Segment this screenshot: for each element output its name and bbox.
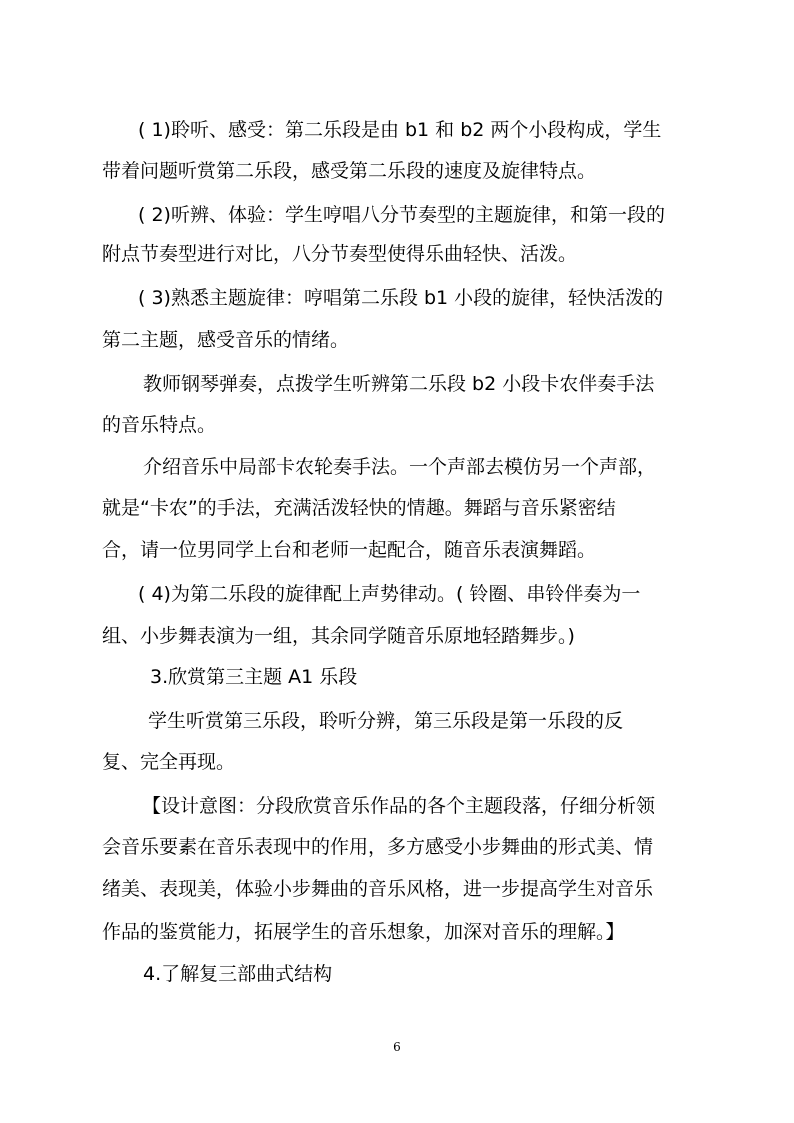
section-heading: 3.欣赏第三主题 A1 乐段 — [150, 666, 358, 688]
paragraph-line: 就是“卡农”的手法，充满活泼轻快的情趣。舞蹈与音乐紧密结 — [102, 497, 616, 519]
paragraph-line: 作品的鉴赏能力，拓展学生的音乐想象，加深对音乐的理解。】 — [102, 921, 625, 943]
paragraph-line: 的音乐特点。 — [102, 414, 217, 436]
paragraph-line: 带着问题听赏第二乐段，感受第二乐段的速度及旋律特点。 — [102, 160, 597, 182]
section-heading: 4.了解复三部曲式结构 — [143, 963, 333, 985]
paragraph-line: 会音乐要素在音乐表现中的作用，多方感受小步舞曲的形式美、情 — [102, 836, 654, 858]
paragraph-line: ( 3)熟悉主题旋律：哼唱第二乐段 b1 小段的旋律，轻快活泼的 — [138, 287, 664, 309]
paragraph-line: ( 4)为第二乐段的旋律配上声势律动。( 铃圈、串铃伴奏为一 — [138, 583, 641, 605]
paragraph-line: 学生听赏第三乐段，聆听分辨，第三乐段是第一乐段的反 — [148, 710, 624, 732]
paragraph-line: 【设计意图：分段欣赏音乐作品的各个主题段落，仔细分析领 — [142, 795, 656, 817]
paragraph-line: 第二主题，感受音乐的情绪。 — [102, 329, 350, 351]
paragraph-line: ( 1)聆听、感受：第二乐段是由 b1 和 b2 两个小段构成，学生 — [138, 119, 662, 141]
paragraph-line: 组、小步舞表演为一组，其余同学随音乐原地轻踏舞步。) — [102, 625, 575, 647]
paragraph-line: ( 2)听辨、体验：学生哼唱八分节奏型的主题旋律，和第一段的 — [138, 204, 665, 226]
paragraph-line: 复、完全再现。 — [102, 751, 236, 773]
paragraph-line: 介绍音乐中局部卡农轮奏手法。一个声部去模仿另一个声部， — [143, 456, 657, 478]
paragraph-line: 教师钢琴弹奏，点拨学生听辨第二乐段 b2 小段卡农伴奏手法 — [143, 373, 655, 395]
page-number: 6 — [393, 1040, 401, 1054]
paragraph-line: 合，请一位男同学上台和老师一起配合，随音乐表演舞蹈。 — [102, 539, 597, 561]
paragraph-line: 附点节奏型进行对比，八分节奏型使得乐曲轻快、活泼。 — [102, 243, 578, 265]
paragraph-line: 绪美、表现美，体验小步舞曲的音乐风格，进一步提高学生对音乐 — [102, 878, 654, 900]
